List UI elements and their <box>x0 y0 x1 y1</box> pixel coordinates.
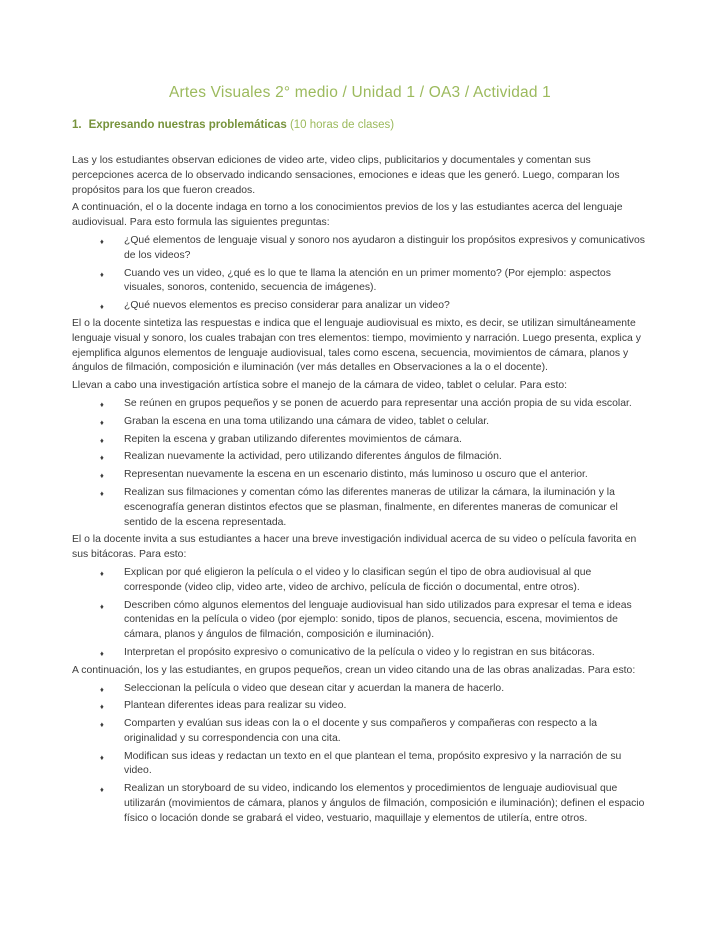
bullet-item <box>72 267 648 297</box>
bullet-item <box>72 566 648 596</box>
bullet-item <box>72 682 648 697</box>
bullet-item <box>72 782 648 826</box>
bullet-diamond-icon: ♦ <box>100 236 104 246</box>
bullet-item <box>72 433 648 448</box>
bullet-item <box>72 699 648 714</box>
bullet-diamond-icon: ♦ <box>100 684 104 694</box>
bullet-item <box>72 234 648 264</box>
bullet-diamond-icon: ♦ <box>100 702 104 712</box>
bullet-item-text: Modifican sus ideas y redactan un texto en el que plantean el tema, propósito expresivo y la narración de su video. <box>124 750 622 777</box>
bullet-item-text: Representan nuevamente la escena en un escenario distinto, más luminoso u oscuro que el anterior. <box>124 469 588 481</box>
bullet-item <box>72 486 648 530</box>
document-body <box>72 154 648 827</box>
bullet-item <box>72 299 648 314</box>
bullet-item-text: Se reúnen en grupos pequeños y se ponen de acuerdo para representar una acción propia de su vida escolar. <box>124 397 632 409</box>
bullet-list <box>72 566 648 661</box>
bullet-item <box>72 450 648 465</box>
section-duration: (10 horas de clases) <box>289 119 395 131</box>
bullet-item-text: Realizan sus filmaciones y comentan cómo las diferentes maneras de utilizar la cámara, la iluminación y la escenografía generan distintos efectos que se plasman, finalmente, en diferentes maneras de comunicar el sentido de la escena representada. <box>124 486 618 528</box>
bullet-item-text: Realizan nuevamente la actividad, pero utilizando diferentes ángulos de filmación. <box>124 451 502 463</box>
bullet-item <box>72 750 648 780</box>
bullet-list <box>72 397 648 530</box>
bullet-diamond-icon: ♦ <box>100 453 104 463</box>
bullet-item-text: Seleccionan la película o video que desean citar y acuerdan la manera de hacerlo. <box>124 682 505 694</box>
bullet-item-text: Interpretan el propósito expresivo o comunicativo de la película o video y lo registran en sus bitácoras. <box>124 646 595 658</box>
bullet-item <box>72 646 648 661</box>
bullet-item <box>72 717 648 747</box>
bullet-item-text: Graban la escena en una toma utilizando una cámara de video, tablet o celular. <box>124 415 490 427</box>
bullet-item-text: Cuando ves un video, ¿qué es lo que te llama la atención en un primer momento? (Por ejemplo: aspectos visuales, sonoros, contenido, secuencia de imágenes). <box>124 267 611 294</box>
bullet-diamond-icon: ♦ <box>100 648 104 658</box>
bullet-diamond-icon: ♦ <box>100 601 104 611</box>
bullet-item-text: Realizan un storyboard de su video, indicando los elementos y procedimientos de lenguaje audiovisual que utilizarán (movimientos de cámara, planos y ángulos de filmación, composición e iluminación); definen el espacio físico o locación donde se grabará el video, vestuario, maquillaje y elementos de utilería, entre otros. <box>124 783 645 824</box>
bullet-item-text: Describen cómo algunos elementos del lenguaje audiovisual han sido utilizados para expresar el tema e ideas contenidas en la película o video (por ejemplo: sonido, tipos de planos, secuencia, escena, movimientos de cámara, planos y ángulos de filmación, composición e iluminación). <box>124 599 632 641</box>
section-heading <box>72 118 648 132</box>
bullet-diamond-icon: ♦ <box>100 399 104 409</box>
bullet-item <box>72 468 648 483</box>
bullet-item-text: Repiten la escena y graban utilizando diferentes movimientos de cámara. <box>124 433 462 445</box>
paragraph: A continuación, el o la docente indaga en torno a los conocimientos previos de los y las estudiantes acerca del lenguaje audiovisual. Para esto formula las siguientes preguntas: <box>72 202 623 229</box>
bullet-item-text: ¿Qué nuevos elementos es preciso considerar para analizar un video? <box>124 300 450 312</box>
section-number: 1. <box>72 119 82 131</box>
bullet-item <box>72 415 648 430</box>
bullet-item-text: Plantean diferentes ideas para realizar su video. <box>124 700 347 712</box>
bullet-item-text: ¿Qué elementos de lenguaje visual y sonoro nos ayudaron a distinguir los propósitos expresivos y comunicativos de los videos? <box>124 234 645 261</box>
bullet-diamond-icon: ♦ <box>100 471 104 481</box>
bullet-diamond-icon: ♦ <box>100 435 104 445</box>
paragraph: El o la docente invita a sus estudiantes a hacer una breve investigación individual acerca de su video o película favorita en sus bitácoras. Para esto: <box>72 534 637 561</box>
bullet-diamond-icon: ♦ <box>100 269 104 279</box>
page-title: Artes Visuales 2° medio / Unidad 1 / OA3 / Actividad 1 <box>168 84 552 101</box>
bullet-list <box>72 234 648 314</box>
paragraph: Llevan a cabo una investigación artística sobre el manejo de la cámara de video, tablet o celular. Para esto: <box>72 380 568 392</box>
bullet-diamond-icon: ♦ <box>100 568 104 578</box>
bullet-diamond-icon: ♦ <box>100 417 104 427</box>
bullet-item <box>72 599 648 643</box>
bullet-diamond-icon: ♦ <box>100 752 104 762</box>
bullet-diamond-icon: ♦ <box>100 488 104 498</box>
bullet-diamond-icon: ♦ <box>100 785 104 795</box>
bullet-item-text: Comparten y evalúan sus ideas con la o el docente y sus compañeros y compañeras con respecto a la originalidad y su correspondencia con una cita. <box>124 718 598 744</box>
bullet-list <box>72 682 648 827</box>
paragraph: A continuación, los y las estudiantes, en grupos pequeños, crean un video citando una de las obras analizadas. Para esto: <box>72 664 636 676</box>
bullet-diamond-icon: ♦ <box>100 302 104 312</box>
section-title: Expresando nuestras problemáticas <box>88 119 287 131</box>
bullet-diamond-icon: ♦ <box>100 720 104 730</box>
paragraph: El o la docente sintetiza las respuestas e indica que el lenguaje audiovisual es mixto, es decir, se utilizan simultáneamente lenguaje visual y sonoro, los cuales trabajan con tres elementos: tiempo, movimiento y narración. Luego presenta, explica y ejemplifica algunos elementos de lenguaje audiovisual, tales como escena, secuencia, movimientos de cámara, planos y ángulos de filmación, composición e iluminación (ver más detalles en Observaciones a la o el docente). <box>72 317 641 374</box>
paragraph: Las y los estudiantes observan ediciones de video arte, video clips, publicitarios y documentales y comentan sus percepciones acerca de lo observado indicando sensaciones, emociones e ideas que les generó. Luego, comparan los propósitos para los que fueron creados. <box>72 155 620 196</box>
bullet-item-text: Explican por qué eligieron la película o el video y lo clasifican según el tipo de obra audiovisual al que corresponde (video clip, video arte, video de archivo, película de ficción o documental, entre otros). <box>124 566 592 593</box>
bullet-item <box>72 397 648 412</box>
